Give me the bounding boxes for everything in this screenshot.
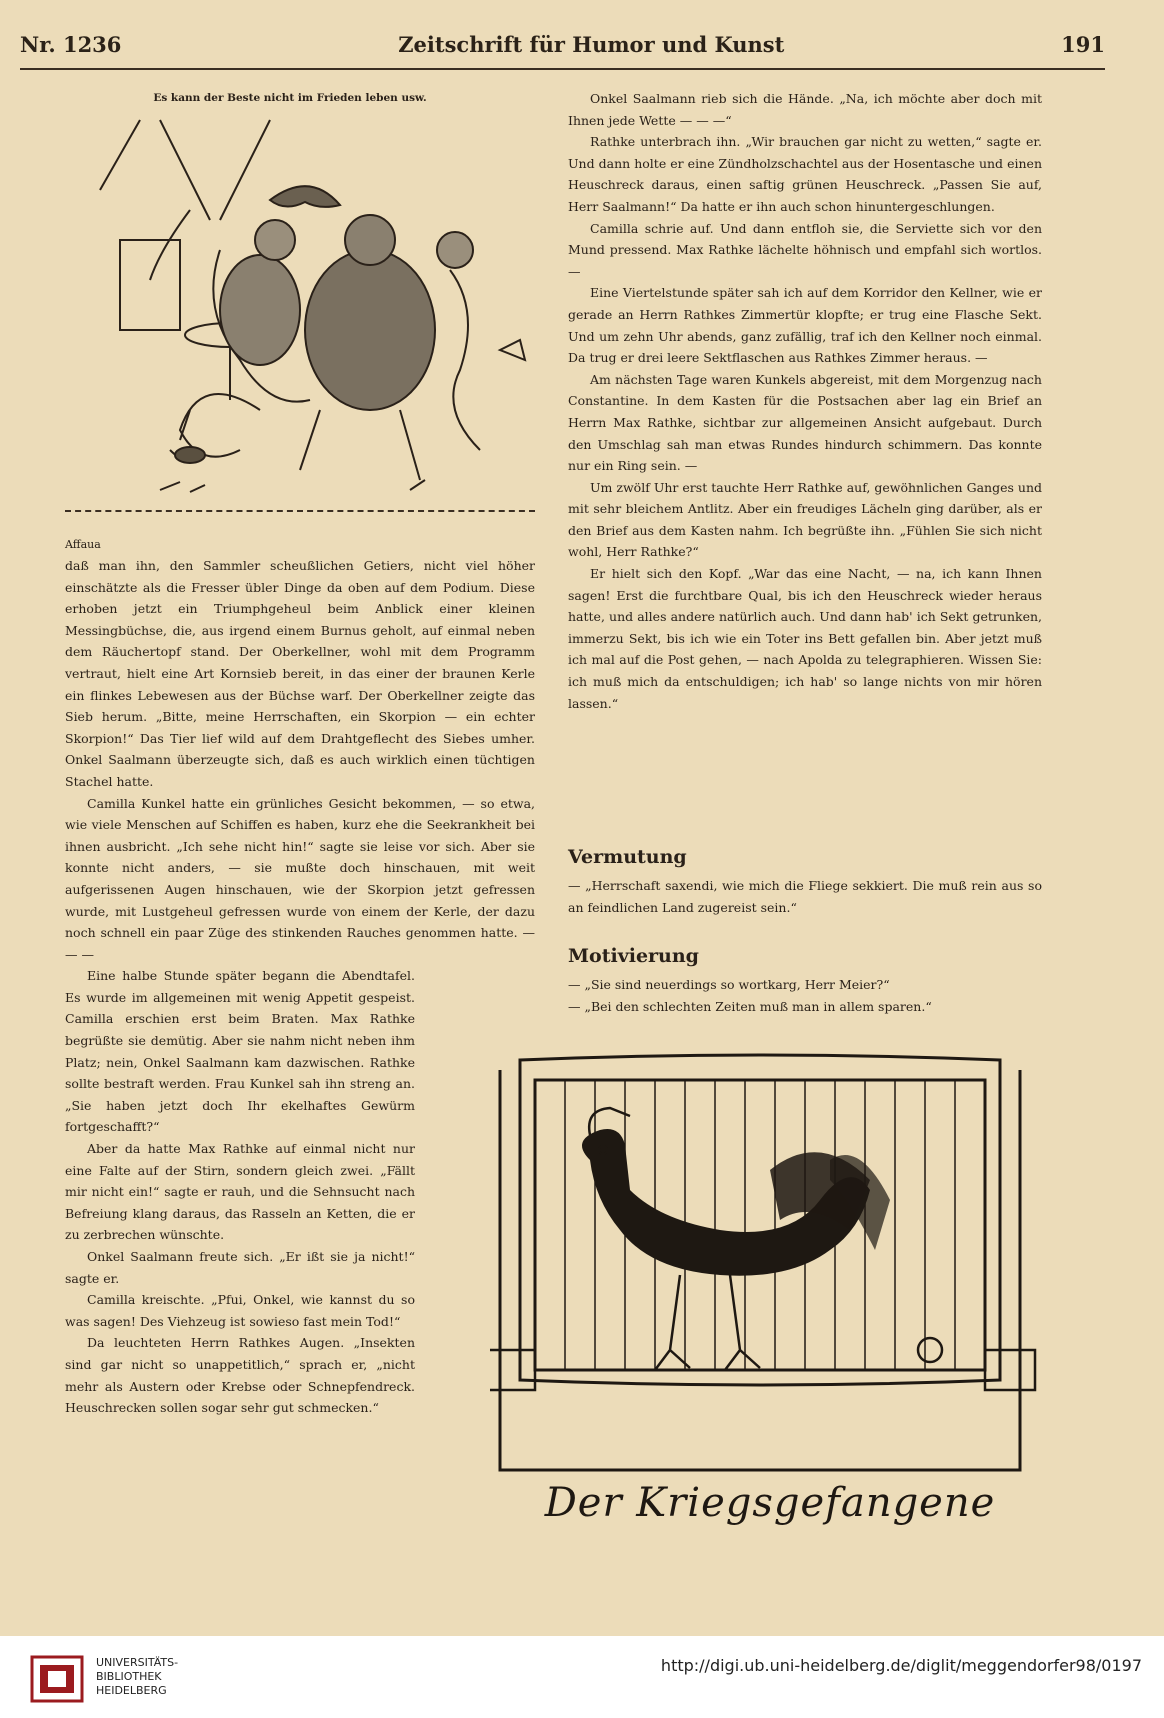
dialog-line: — „Bei den schlechten Zeiten muß man in allem sparen.“ [568,998,932,1014]
paragraph: Um zwölf Uhr erst tauchte Herr Rathke auf, gewöhnlichen Ganges und mit sehr bleichem Antlitz. Aber ein freudiges Lächeln ging darüber, als er den Brief aus dem Kasten nahm. Ich begrüßte ihn. „Fühlen Sie sich nicht wohl, Herr Rathke?“ [568,479,1042,560]
section-tag: Affaua [65,538,101,551]
paragraph: Camilla schrie auf. Und dann entfloh sie, die Serviette sich vor den Mund pressend. Max Rathke lächelte höhnisch und empfahl sich wortlos. — [568,220,1042,279]
paragraph: Onkel Saalmann rieb sich die Hände. „Na, ich möchte aber doch mit Ihnen jede Wette — — —“ [568,91,1042,128]
institution-line: BIBLIOTHEK [96,1670,162,1683]
right-column [568,88,1042,714]
illustration-caption: Es kann der Beste nicht im Frieden leben usw. [153,92,427,104]
paragraph: Camilla Kunkel hatte ein grünliches Gesicht bekommen, — so etwa, wie viele Menschen auf Schiffen es haben, kurz ehe die Seekrankheit bei ihnen ausbricht. „Ich sehe nicht hin!“ sagte sie leise vor sich. Aber sie konnte nicht anders, — sie mußte doch hinschauen, mit weit aufgerissenen Augen hinschauen, wie der Skorpion jetzt gefressen wurde, mit Lustgeheul gefressen wurde von einem der Kerle, der dazu noch schnell ein paar Züge des stinkenden Rauches genommen hatte. — — — [65,795,535,962]
illustration-title: Der Kriegsgefangene [544,1480,996,1526]
header-rule [20,68,1105,70]
institution-line: UNIVERSITÄTS- [96,1656,179,1669]
paragraph: Er hielt sich den Kopf. „War das eine Nacht, — na, ich kann Ihnen sagen! Erst die furchtbare Qual, bis ich den Heuschreck wieder heraus hatte, und alles andere natürlich auch. Und dann hab' ich Sekt getrunken, immerzu Sekt, bis ich wie ein Toter ins Bett gefallen bin. Aber jetzt muß ich mal auf die Post gehen, — nach Apolda zu telegraphieren. Wissen Sie: ich muß mich da entschuldigen; ich hab' so lange nichts von mir hören lassen.“ [568,566,1042,711]
institution-line: HEIDELBERG [96,1684,167,1697]
paragraph: Aber da hatte Max Rathke auf einmal nicht nur eine Falte auf der Stirn, sondern gleich zwei. „Fällt mir nicht ein!“ sagte er rauh, und die Sehnsucht nach Befreiung klang daraus, das Rasseln an Ketten, die er zu zerbrechen wünschte. [65,1141,415,1243]
vermutung-text [568,875,1042,918]
paragraph: Onkel Saalmann freute sich. „Er ißt sie ja nicht!“ sagte er. [65,1249,415,1286]
university-seal-icon [26,1653,88,1705]
motivierung-text [568,974,1042,1017]
paragraph: Da leuchteten Herrn Rathkes Augen. „Insekten sind gar nicht so unappetitlich,“ sprach er, „nicht mehr als Austern oder Krebse oder Schnepfendreck. Heuschrecken sollen sogar sehr gut schmecken.“ [65,1335,415,1416]
institution-name [96,1656,178,1698]
paragraph: Eine Viertelstunde später sah ich auf dem Korridor den Kellner, wie er gerade an Herrn Rathkes Zimmertür klopfte; er trug eine Flasche Sekt. Und um zehn Uhr abends, ganz zufällig, traf ich den Kellner noch einmal. Da trug er drei leere Sektflaschen aus Rathkes Zimmer heraus. — [568,285,1042,366]
left-column [65,555,535,1419]
page-number: 191 [1061,31,1105,57]
paragraph: daß man ihn, den Sammler scheußlichen Getiers, nicht viel höher einschätzte als die Fresser übler Dinge da oben auf dem Podium. Diese erhoben jetzt ein Triumphgeheul beim Anblick einer kleinen Messingbüchse, die, aus irgend einem Burnus geholt, auf einmal neben dem Räuchertopf stand. Der Oberkellner, wohl mit dem Programm vertraut, hielt eine Art Kornsieb bereit, in das einer der braunen Kerle ein flinkes Lebewesen aus der Büchse warf. Der Oberkellner zeigte das Sieb herum. „Bitte, meine Herrschaften, ein Skorpion — ein echter Skorpion!“ Das Tier lief wild auf dem Drahtgeflecht des Siebes umher. Onkel Saalmann überzeugte sich, daß es auch wirklich einen tüchtigen Stachel hatte. [65,558,535,789]
page-header [20,26,1105,62]
paragraph: Rathke unterbrach ihn. „Wir brauchen gar nicht zu wetten,“ sagte er. Und dann holte er eine Zündholzschachtel aus der Hosentasche und einen Heuschreck daraus, einen saftig grünen Heuschreck. „Passen Sie auf, Herr Saalmann!“ Da hatte er ihn auch schon hinuntergeschlungen. [568,134,1042,214]
vermutung-paragraph: — „Herrschaft saxendi, wie mich die Fliege sekkiert. Die muß rein aus so an feindlichen Land zugereist sein.“ [568,878,1042,915]
paragraph: Am nächsten Tage waren Kunkels abgereist, mit dem Morgenzug nach Constantine. In dem Kasten für die Postsachen aber lag ein Brief an Herrn Max Rathke, sichtbar zur allgemeinen Ansicht aufgebaut. Durch den Umschlag sah man etwas Rundes hindurch schimmern. Das konnte nur ein Ring sein. — [568,371,1042,474]
section-separator [65,510,535,512]
paragraph: Camilla kreischte. „Pfui, Onkel, wie kannst du so was sagen! Des Viehzeug ist sowieso fast mein Tod!“ [65,1292,415,1329]
journal-title: Zeitschrift für Humor und Kunst [398,31,785,57]
paragraph: Eine halbe Stunde später begann die Abendtafel. Es wurde im allgemeinen mit wenig Appetit gespeist. Camilla erschien erst beim Braten. Max Rathke begrüßte sie demütig. Aber sie nahm nicht neben ihm Platz; nein, Onkel Saalmann kam dazwischen. Rathke sollte bestraft werden. Frau Kunkel sah ihn streng an. „Sie haben jetzt doch Ihr ekelhaftes Gewürm fortgeschafft?“ [65,968,415,1135]
source-url-link[interactable]: http://digi.ub.uni-heidelberg.de/diglit/meggendorfer98/0197 [660,1656,1142,1675]
cage-illustration [490,1050,1050,1480]
heading-vermutung: Vermutung [568,846,687,868]
issue-number: Nr. 1236 [20,31,122,57]
cartoon-illustration [80,110,530,500]
heading-motivierung: Motivierung [568,945,699,967]
dialog-line: — „Sie sind neuerdings so wortkarg, Herr Meier?“ [568,977,890,992]
footer-bar [0,1636,1164,1718]
